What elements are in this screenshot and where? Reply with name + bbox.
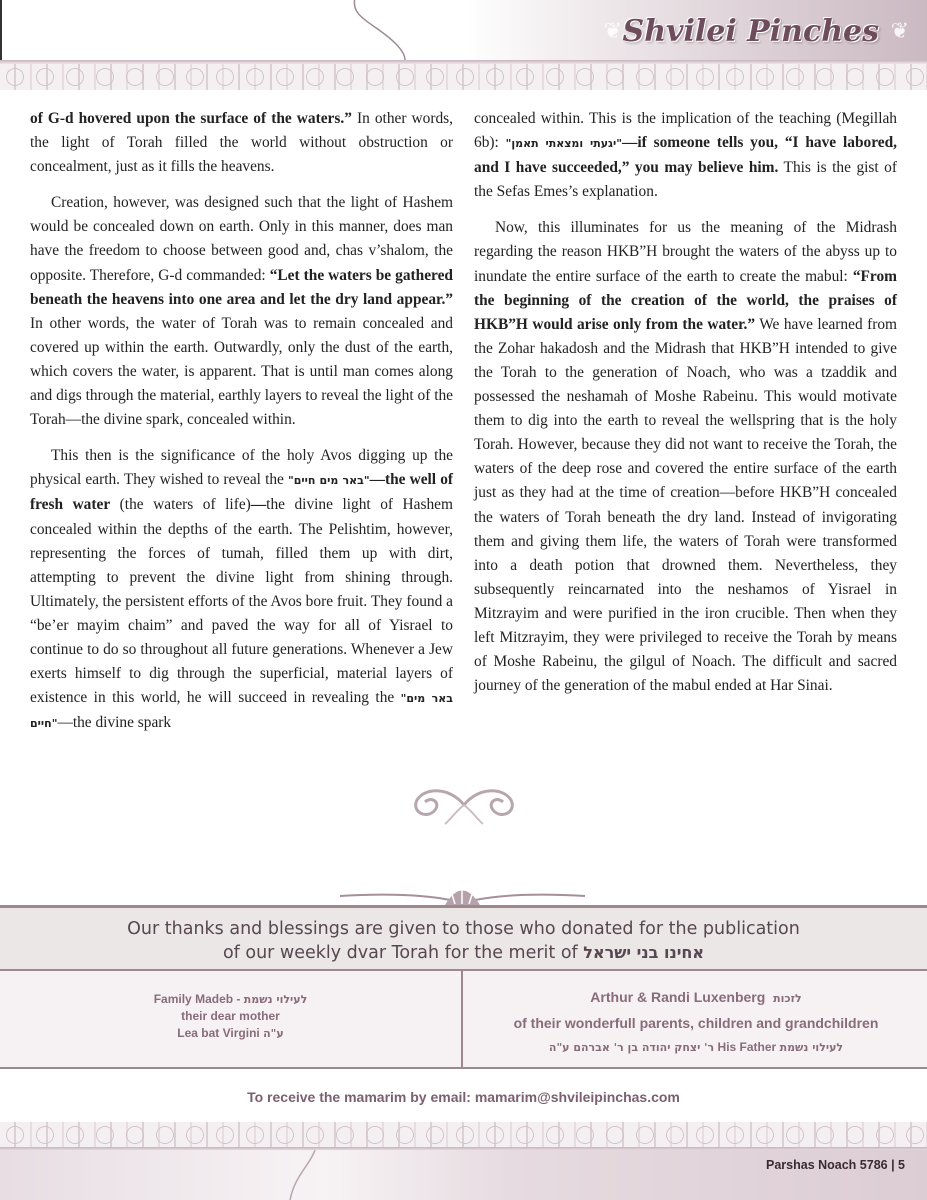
- bold-text: of G-d hovered upon the surface of the waters.”: [30, 110, 352, 127]
- hebrew-quote: "באר מים חיים": [30, 692, 453, 731]
- page-number-label: Parshas Noach 5786 | 5: [766, 1158, 905, 1172]
- article-paragraph: [474, 107, 897, 204]
- dedication-left-line1: [0, 991, 461, 1008]
- hebrew-quote: "באר מים חיים": [288, 474, 370, 488]
- relation-text: His Father: [717, 1040, 777, 1054]
- hebrew-text: לעילוי נשמת: [779, 1041, 844, 1054]
- dedication-left-line2: their dear mother: [181, 1009, 280, 1023]
- body-text: In other words, the light of Torah filled the world without obstruction or concealment, just as it fills the heavens.: [30, 110, 453, 176]
- title-scroll-icon: ❦: [890, 18, 909, 43]
- fan-ornament: [310, 878, 615, 908]
- article-paragraph: [474, 216, 897, 698]
- dedication-right: [465, 971, 927, 1067]
- thanks-banner: [0, 905, 927, 971]
- hebrew-text: ע"ה: [263, 1027, 284, 1040]
- hebrew-text: לעילוי נשמת: [243, 993, 308, 1006]
- article-paragraph: [30, 444, 453, 736]
- dedication-right-line3: [465, 1035, 927, 1060]
- thanks-text-line1: Our thanks and blessings are given to those who donated for the publication: [127, 919, 800, 939]
- body-text: (the waters of life): [110, 496, 251, 514]
- deceased-name: Lea bat Virgini: [177, 1026, 260, 1040]
- thanks-text-line2-en: of our weekly dvar Torah for the merit of: [222, 943, 578, 963]
- margin-line: [0, 0, 2, 60]
- bold-text: “From the beginning of the creation of the world, the praises of HKB”H would arise only from the water.”: [474, 267, 897, 333]
- body-text: This then is the significance of the holy Avos digging up the physical earth. They wished to reveal the: [30, 447, 453, 489]
- bold-text: —if someone tells you, “I have labored, and I have succeeded,” you may believe him.: [474, 134, 897, 177]
- body-text: We have learned from the Zohar hakadosh and the Midrash that HKB”H intended to give the Torah to the generation of Noach, who was a tzaddik and possessed the neshamah of Moshe Rabeinu. This would motivate them to dig into the earth to reveal the wellspring that is the holy Torah. However, because they did not want to receive the Torah, the waters of the deep rose and covered the entire surface of the earth just as they had at the time of creation—before HKB”H concealed the waters of Torah beneath the dry land. Instead of invigorating them and giving them life, the waters of Torah were transformed into a death potion that drowned them. Nevertheless, they subsequently reincarnated into the neshamos of Yisrael in Mitzrayim and were purified in the iron crucible. Then when they left Mitzrayim, they were privileged to receive the Torah by means of Moshe Rabeinu, the gilgul of Noach. The difficult and sacred journey of the generation of the mabul ended at Har Sinai.: [474, 315, 898, 695]
- donor-name: Arthur & Randi Luxenberg: [590, 989, 766, 1005]
- page-header: [0, 0, 927, 62]
- article-paragraph: [30, 107, 453, 179]
- donor-acknowledgement-box: [0, 905, 927, 1070]
- dedication-left: [0, 971, 463, 1067]
- dedication-right-line2: of their wonderfull parents, children and grandchildren: [513, 1015, 879, 1031]
- body-text: —the divine spark: [57, 714, 172, 732]
- footer-curve-ornament: [250, 1150, 330, 1200]
- title-scroll-icon: ❦: [603, 18, 622, 43]
- body-text: This is the gist of the Sefas Emes’s explanation.: [474, 159, 897, 201]
- dedication-right-line1: [465, 985, 927, 1011]
- flourish-ornament: [405, 782, 523, 828]
- header-curve-ornament: [200, 0, 410, 60]
- body-text: Creation, however, was designed such that the light of Hashem would be concealed down on earth. Only in this manner, does man have the freedom to choose between good and, chas v’shalom, the opposite. Therefore, G-d commanded:: [30, 194, 453, 284]
- email-subscription-line: To receive the mamarim by email: mamarim@shvileipinchas.com: [247, 1089, 680, 1105]
- hebrew-text: לזכות: [773, 992, 802, 1005]
- article-column-left: [30, 107, 453, 748]
- article-paragraph: [30, 191, 453, 432]
- footer-ornament-band: [0, 1122, 927, 1148]
- dedication-left-line3: [0, 1025, 461, 1042]
- bold-text: “Let the waters be gathered beneath the heavens into one area and let the dry land appear.”: [30, 266, 453, 308]
- bold-text: —the well of fresh water: [30, 471, 454, 514]
- body-text: concealed within. This is the implication of the teaching (Megillah 6b):: [474, 110, 897, 152]
- article-column-right: [474, 107, 897, 710]
- publication-title: Shvilei Pinches: [622, 14, 879, 49]
- body-text: Now, this illuminates for us the meaning of the Midrash regarding the reason HKB”H brought the waters of the abyss up to inundate the entire surface of the earth to create the mabul:: [474, 219, 897, 285]
- header-ornament-band: [0, 64, 927, 90]
- body-text: the divine light of Hashem concealed within the depths of the earth. The Pelishtim, however, representing the forces of tumah, filled them up with dirt, attempting to prevent the divine light from shining through. Ultimately, the persistent efforts of the Avos bore fruit. They found a “be’er mayim chaim” and paved the way for all of Yisrael to continue to do so throughout all future generations. Whenever a Jew exerts himself to dig through the superficial, material layers of existence in this world, he will succeed in revealing the: [30, 496, 453, 707]
- donor-name: Family Madeb -: [153, 992, 241, 1006]
- thanks-hebrew: אחינו בני ישראל: [583, 943, 705, 962]
- body-text: In other words, the water of Torah was to remain concealed and covered up within the earth. Outwardly, only the dust of the earth, which covers the water, is apparent. That is until man comes along and digs through the material, earthly layers to reveal the light of the Torah—the divine spark, concealed within.: [30, 314, 453, 429]
- thanks-text-line2: [0, 941, 927, 965]
- hebrew-text: ר' יצחק יהודה בן ר' אברהם ע"ה: [548, 1041, 715, 1054]
- bold-text: —: [250, 496, 267, 514]
- dedications: [0, 971, 927, 1069]
- hebrew-quote: "יגעתי ומצאתי תאמן": [505, 137, 622, 151]
